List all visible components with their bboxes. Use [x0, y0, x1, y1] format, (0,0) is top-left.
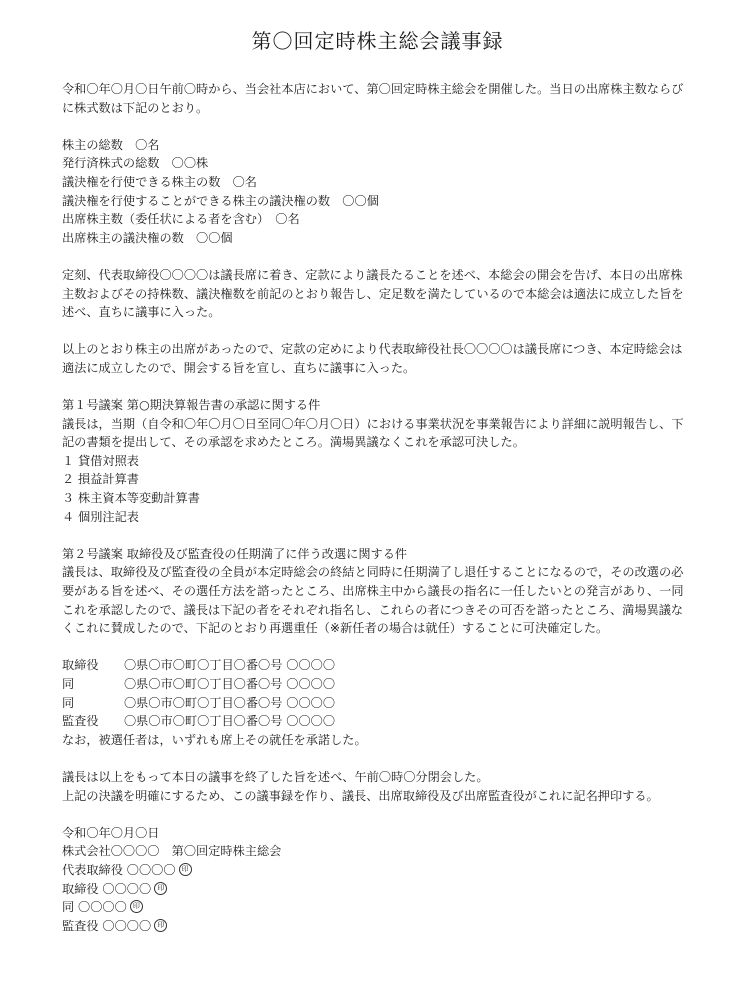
officer-row: [62, 656, 693, 675]
closing-line-2: 上記の決議を明確にするため、この議事録を作り、議長、出席取締役及び出席監査役がこれに記名押印する。: [62, 788, 659, 803]
agenda-item-1: [62, 396, 693, 526]
acceptance-note: なお，被選任者は，いずれも席上その就任を承諾した。: [62, 732, 367, 747]
document-list-item: １ 貸借対照表: [62, 453, 139, 468]
signature-line: [62, 880, 693, 899]
signature-line: [62, 861, 693, 880]
signature-block: [62, 824, 693, 936]
opening-paragraph-2: 以上のとおり株主の出席があったので、定款の定めにより代表取締役社長〇〇〇〇は議長席につき、本定時総会は適法に成立したので、開会する旨を宣し、直ちに議事に入った。: [62, 342, 683, 375]
agenda-item-1-heading: 第１号議案 第○期決算報告書の承認に関する件: [62, 398, 321, 413]
seal-icon: 印: [179, 863, 192, 876]
agenda-item-2-text: 議長は、取締役及び監査役の全員が本定時総会の終結と同時に任期満了し退任することになるので，その改選の必要がある旨を述べ、その選任方法を諮ったところ、出席株主中から議長の指名に一任したいとの発言があり、一同これを承認したので、議長は下記の者をそれぞれ指名し、これらの者につきその可否を諮ったところ、満場異議なくこれに賛成したので、下記のとおり再選重任（※新任者の場合は就任）することに可決確定した。: [62, 565, 684, 636]
signature-line: [62, 898, 693, 917]
signature-line: [62, 917, 693, 936]
officer-role: 同: [62, 677, 75, 691]
stat-line: 議決権を行使することができる株主の議決権の数 〇〇個: [62, 193, 379, 208]
signature-company: 株式会社〇〇〇〇 第〇回定時株主総会: [62, 844, 282, 859]
signature-label: 代表取締役 〇〇〇〇: [62, 862, 176, 877]
officer-address: 〇県〇市〇町〇丁目〇番〇号 〇〇〇〇: [124, 695, 336, 710]
document-title: 第〇回定時株主総会議事録: [251, 29, 504, 53]
intro-paragraph: 令和〇年〇月〇日午前〇時から、当会社本店において、第〇回定時株主総会を開催した。当日の出席株主数ならびに株式数は下記のとおり。: [62, 82, 684, 115]
document-list-item: ３ 株主資本等変動計算書: [62, 491, 200, 506]
signature-date: 令和〇年〇月〇日: [62, 825, 160, 840]
officer-role: 監査役: [62, 714, 99, 729]
officer-address: 〇県〇市〇町〇丁目〇番〇号 〇〇〇〇: [124, 658, 336, 673]
seal-icon: 印: [130, 900, 143, 913]
stat-line: 株主の総数 〇名: [62, 137, 160, 152]
stat-line: 出席株主数（委任状による者を含む） 〇名: [62, 212, 300, 227]
officer-list: [62, 656, 693, 749]
signature-label: 監査役 〇〇〇〇: [62, 918, 152, 933]
document-list-item: ２ 損益計算書: [62, 472, 139, 487]
officer-role: 取締役: [62, 658, 99, 673]
closing-line-1: 議長は以上をもって本日の議事を終了した旨を述べ、午前〇時〇分閉会した。: [62, 769, 489, 784]
seal-icon: 印: [154, 882, 167, 895]
officer-role: 同: [62, 695, 75, 710]
signature-label: 同 〇〇〇〇: [62, 900, 127, 915]
agenda-item-1-text: 議長は，当期（自令和〇年〇月〇日至同〇年〇月〇日）における事業状況を事業報告により詳細に説明報告し、下記の書類を提出して、その承認を求めたところ。満場異議なくこれを承認可決した。: [62, 416, 684, 450]
seal-icon: 印: [154, 919, 167, 932]
stat-line: 議決権を行使できる株主の数 〇名: [62, 174, 257, 189]
opening-paragraph-1: 定刻、代表取締役〇〇〇〇は議長席に着き、定款により議長たることを述べ、本総会の開会を告げ、本日の出席株主数およびその持株数、議決権数を前記のとおり報告し、定足数を満たしているので本総会は適法に成立した旨を述べ、直ちに議事に入った。: [62, 267, 684, 320]
officer-address: 〇県〇市〇町〇丁目〇番〇号 〇〇〇〇: [124, 714, 336, 729]
agenda-item-2-heading: 第２号議案 取締役及び監査役の任期満了に伴う改選に関する件: [62, 546, 408, 561]
document-list-item: ４ 個別注記表: [62, 509, 139, 524]
officer-row: [62, 712, 693, 731]
officer-row: [62, 675, 693, 694]
stat-line: 発行済株式の総数 〇〇株: [62, 156, 209, 171]
document-body: [62, 80, 693, 935]
officer-row: [62, 694, 693, 713]
officer-address: 〇県〇市〇町〇丁目〇番〇号 〇〇〇〇: [124, 677, 336, 691]
signature-label: 取締役 〇〇〇〇: [62, 881, 152, 896]
stat-line: 出席株主の議決権の数 〇〇個: [62, 230, 233, 245]
attendance-stats: [62, 136, 693, 248]
agenda-item-2: [62, 545, 693, 638]
